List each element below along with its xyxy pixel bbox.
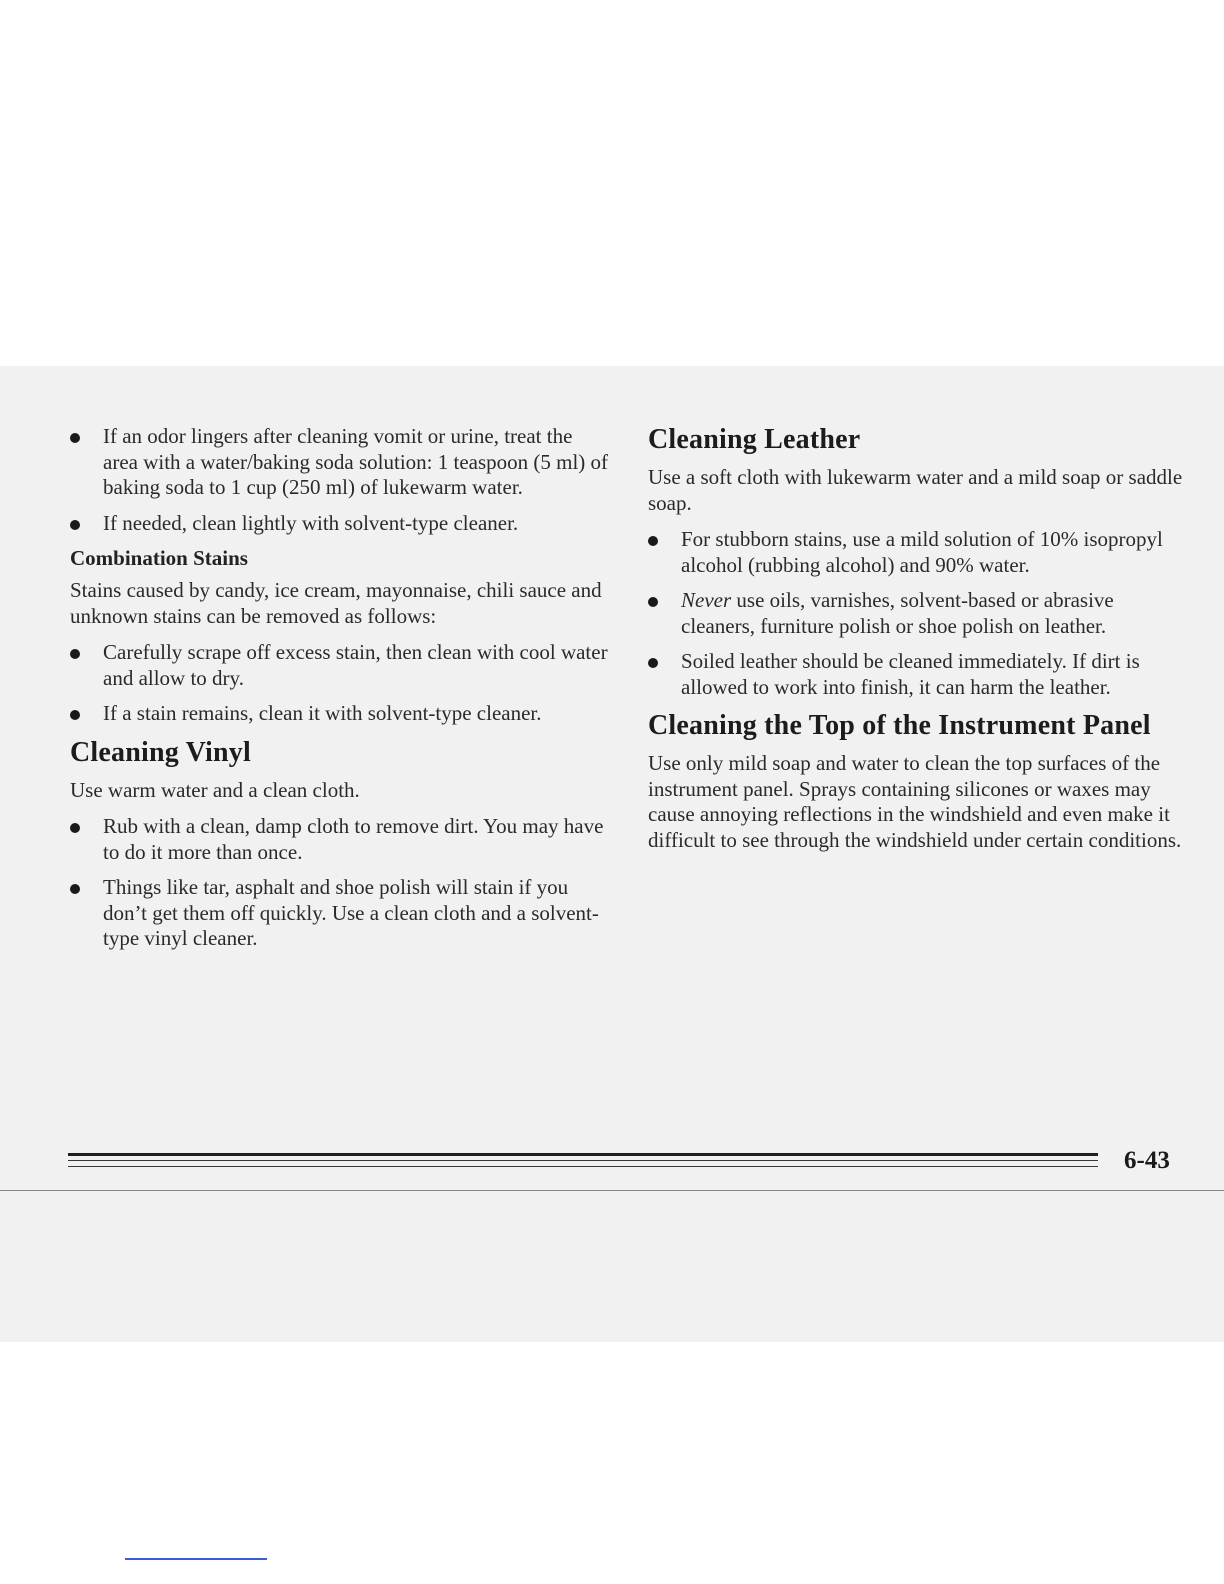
list-item: [648, 588, 1188, 639]
list-item: [70, 701, 610, 727]
bullet-dot-icon: [70, 433, 80, 443]
bullet-dot-icon: [70, 823, 80, 833]
page-number: 6-43: [1124, 1147, 1170, 1174]
bullet-text: For stubborn stains, use a mild solution of 10% isopropyl alcohol (rubbing alcohol) and 90% water.: [681, 527, 1163, 577]
instrument-panel-heading: Cleaning the Top of the Instrument Panel: [648, 710, 1151, 741]
list-item: [648, 649, 1188, 700]
bullet-dot-icon: [70, 520, 80, 530]
never-emphasis: Never: [681, 588, 732, 612]
left-column: [70, 424, 610, 962]
blue-underline-divider: [125, 1558, 267, 1560]
combination-bullets: [70, 640, 610, 727]
bullet-dot-icon: [70, 710, 80, 720]
footer-rule-thin: [68, 1160, 1098, 1161]
combination-stains-text: Stains caused by candy, ice cream, mayonnaise, chili sauce and unknown stains can be removed as follows:: [70, 578, 602, 628]
cleaning-leather-text: Use a soft cloth with lukewarm water and a mild soap or saddle soap.: [648, 465, 1183, 515]
bullet-text: If a stain remains, clean it with solvent-type cleaner.: [103, 701, 542, 725]
footer-rule-thick: [68, 1153, 1098, 1156]
list-item: [70, 814, 610, 865]
bullet-text: Carefully scrape off excess stain, then clean with cool water and allow to dry.: [103, 640, 608, 690]
list-item: [648, 527, 1188, 578]
vinyl-bullets: [70, 814, 610, 952]
list-item: [70, 511, 610, 537]
cleaning-vinyl-heading: Cleaning Vinyl: [70, 736, 251, 768]
odor-bullets: [70, 424, 610, 536]
footer-rules: [68, 1153, 1098, 1172]
bullet-dot-icon: [648, 536, 658, 546]
bullet-text: If an odor lingers after cleaning vomit or urine, treat the area with a water/baking soda solution: 1 teaspoon (5 ml) of baking soda to 1 cup (250 ml) of lukewarm water.: [103, 424, 609, 499]
cleaning-vinyl-text: Use warm water and a clean cloth.: [70, 777, 360, 802]
list-item: [70, 875, 610, 952]
list-item: [70, 424, 610, 501]
footer-rule-thin: [68, 1166, 1098, 1167]
bullet-dot-icon: [70, 884, 80, 894]
bullet-dot-icon: [648, 658, 658, 668]
bullet-text: If needed, clean lightly with solvent-type cleaner.: [103, 510, 519, 535]
bullet-dot-icon: [70, 649, 80, 659]
combination-stains-heading: Combination Stains: [70, 546, 248, 570]
leather-bullets: [648, 527, 1188, 700]
right-column: [648, 424, 1188, 864]
bullet-text: use oils, varnishes, solvent-based or abrasive cleaners, furniture polish or shoe polish on leather.: [681, 588, 1114, 638]
bullet-dot-icon: [648, 597, 658, 607]
cleaning-leather-heading: Cleaning Leather: [648, 424, 861, 455]
bullet-text: Soiled leather should be cleaned immediately. If dirt is allowed to work into finish, it can harm the leather.: [681, 649, 1140, 699]
list-item: [70, 640, 610, 691]
bullet-text: Things like tar, asphalt and shoe polish will stain if you don’t get them off quickly. Use a clean cloth and a solvent-type vinyl cleaner.: [103, 875, 599, 950]
scan-edge-line: [0, 1190, 1224, 1191]
instrument-panel-text: Use only mild soap and water to clean the top surfaces of the instrument panel. Sprays containing silicones or waxes may cause annoying reflections in the windshield and even make it difficult to see through the windshield under certain conditions.: [648, 751, 1182, 852]
bullet-text: Rub with a clean, damp cloth to remove dirt. You may have to do it more than once.: [103, 814, 604, 864]
